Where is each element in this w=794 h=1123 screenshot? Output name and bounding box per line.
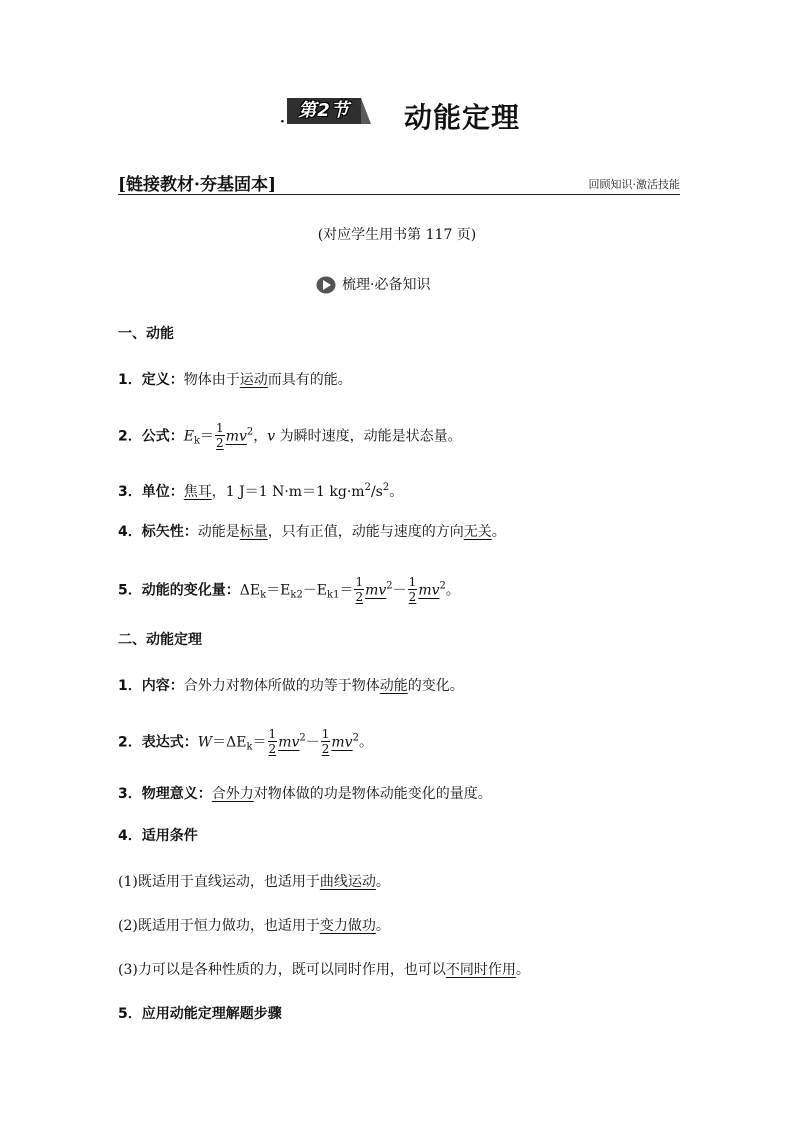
item-number: 3． — [118, 786, 142, 802]
denominator: 2 — [355, 590, 364, 604]
page-title: 动能定理 — [404, 101, 521, 134]
section-header — [118, 168, 680, 195]
denominator: 2 — [216, 436, 224, 450]
fraction-half — [354, 575, 364, 604]
badge-dot: · — [280, 114, 285, 130]
superscript: 2 — [439, 580, 446, 592]
item-label: 应用动能定理解题步骤 — [141, 1006, 282, 1022]
superscript: 2 — [386, 580, 393, 592]
denominator: 2 — [321, 742, 330, 756]
item-label: 物理意义： — [141, 786, 212, 802]
part2-steps-heading — [118, 1004, 282, 1024]
item-label: 适用条件 — [141, 828, 198, 844]
part1-unit — [118, 478, 403, 502]
part1-change — [118, 576, 460, 606]
subscript: k — [193, 435, 201, 447]
underlined-answer: 焦耳 — [183, 484, 212, 500]
text: －E — [302, 582, 328, 599]
underlined-answer: 曲线运动 — [319, 874, 376, 890]
minus: － — [392, 582, 407, 599]
part2-content — [118, 676, 464, 696]
underlined-answer: 变力做功 — [319, 918, 376, 934]
item-number: 5． — [118, 1006, 142, 1022]
equals: ＝ — [339, 582, 354, 599]
part2-conditions-heading — [118, 826, 198, 846]
play-icon — [316, 276, 336, 294]
superscript: 2 — [352, 732, 359, 744]
item-label: 表达式： — [141, 734, 198, 751]
superscript: 2 — [246, 426, 254, 438]
item-number: 1． — [118, 372, 142, 388]
part2-condition-1 — [118, 872, 390, 892]
equals: ＝ — [200, 428, 215, 445]
numerator: 1 — [355, 575, 364, 589]
subscript: k — [246, 741, 253, 753]
item-label: 标矢性： — [141, 524, 198, 540]
part1-definition — [118, 370, 352, 390]
subscript: k — [260, 589, 267, 601]
item-number: 4． — [118, 828, 142, 844]
item-label: 定义： — [141, 372, 184, 388]
text: 。 — [389, 484, 404, 500]
part2-condition-3 — [118, 960, 530, 980]
symbol-e: E — [183, 428, 194, 445]
subheading-text: 梳理·必备知识 — [342, 277, 431, 293]
part2-heading: 二、动能定理 — [118, 632, 202, 648]
text: 。 — [375, 918, 390, 934]
subscript: k1 — [327, 589, 340, 601]
underlined-answer: 不同时作用 — [445, 962, 516, 978]
page-reference: (对应学生用书第 117 页) — [317, 227, 477, 243]
underlined-answer: mv — [418, 582, 440, 599]
item-label: 公式： — [141, 428, 184, 445]
underlined-answer: 运动 — [239, 372, 268, 388]
underlined-answer: 无关 — [463, 524, 492, 540]
fraction-half — [321, 727, 331, 756]
text: 对物体做的功是物体动能变化的量度。 — [253, 786, 492, 802]
item-label: 内容： — [141, 678, 184, 694]
text: 。 — [375, 874, 390, 890]
item-label: 单位： — [141, 484, 184, 500]
underlined-answer: 合外力 — [211, 786, 254, 802]
fraction-half — [215, 421, 225, 450]
item-number: 2． — [118, 734, 142, 751]
text: 。 — [358, 734, 373, 751]
section-title: [链接教材·夯基固本] — [118, 175, 277, 195]
superscript: 2 — [364, 482, 371, 493]
item-number: 1． — [118, 678, 142, 694]
numerator: 1 — [408, 575, 417, 589]
text: 的变化。 — [407, 678, 464, 694]
text: 而具有的能。 — [267, 372, 352, 388]
text: 物体由于 — [183, 372, 240, 388]
text: 。 — [491, 524, 506, 540]
subscript: k2 — [290, 589, 303, 601]
denominator: 2 — [408, 590, 417, 604]
part1-heading: 一、动能 — [118, 326, 174, 342]
section-badge — [287, 98, 371, 124]
chapter-header — [0, 96, 794, 136]
part1-vector — [118, 522, 506, 542]
text: /s — [370, 484, 383, 500]
underlined-answer: mv — [365, 582, 387, 599]
text: 合外力对物体所做的功等于物体 — [183, 678, 380, 694]
text: ＝ΔE — [212, 734, 247, 751]
part2-condition-2 — [118, 916, 390, 936]
text: (1)既适用于直线运动，也适用于 — [118, 874, 320, 890]
fraction-half — [268, 727, 278, 756]
minus: － — [305, 734, 320, 751]
text: ＝E — [266, 582, 291, 599]
equals: ＝ — [252, 734, 267, 751]
numerator: 1 — [268, 727, 277, 741]
numerator: 1 — [321, 727, 330, 741]
text: ，只有正值，动能与速度的方向 — [267, 524, 464, 540]
underlined-answer: mv — [225, 428, 247, 445]
underlined-answer: 标量 — [239, 524, 268, 540]
underlined-answer: mv — [278, 734, 300, 751]
section-subtitle: 回顾知识·激活技能 — [588, 178, 680, 191]
superscript: 2 — [382, 482, 390, 493]
symbol-v: v — [267, 428, 276, 445]
text: ，1 J＝1 N·m＝1 kg·m — [211, 484, 365, 500]
superscript: 2 — [299, 732, 306, 744]
numerator: 1 — [216, 421, 224, 435]
item-number: 3． — [118, 484, 142, 500]
text: ， — [253, 428, 268, 445]
item-number: 2． — [118, 428, 142, 445]
part2-meaning — [118, 784, 492, 804]
text: (3)力可以是各种性质的力，既可以同时作用，也可以 — [118, 962, 446, 978]
badge-label: 第2节 — [298, 100, 350, 121]
underlined-answer: mv — [331, 734, 353, 751]
text: 。 — [445, 582, 460, 599]
text: 。 — [515, 962, 530, 978]
denominator: 2 — [268, 742, 277, 756]
symbol-delta-e: ΔE — [239, 582, 261, 599]
text: (2)既适用于恒力做功，也适用于 — [118, 918, 320, 934]
text: 为瞬时速度，动能是状态量。 — [275, 428, 462, 445]
fraction-half — [408, 575, 418, 604]
part1-formula — [118, 422, 462, 452]
text: 动能是 — [197, 524, 240, 540]
symbol-w: W — [197, 734, 213, 751]
item-number: 5． — [118, 582, 142, 599]
item-label: 动能的变化量： — [141, 582, 240, 599]
part2-expression — [118, 728, 373, 758]
item-number: 4． — [118, 524, 142, 540]
underlined-answer: 动能 — [379, 678, 408, 694]
